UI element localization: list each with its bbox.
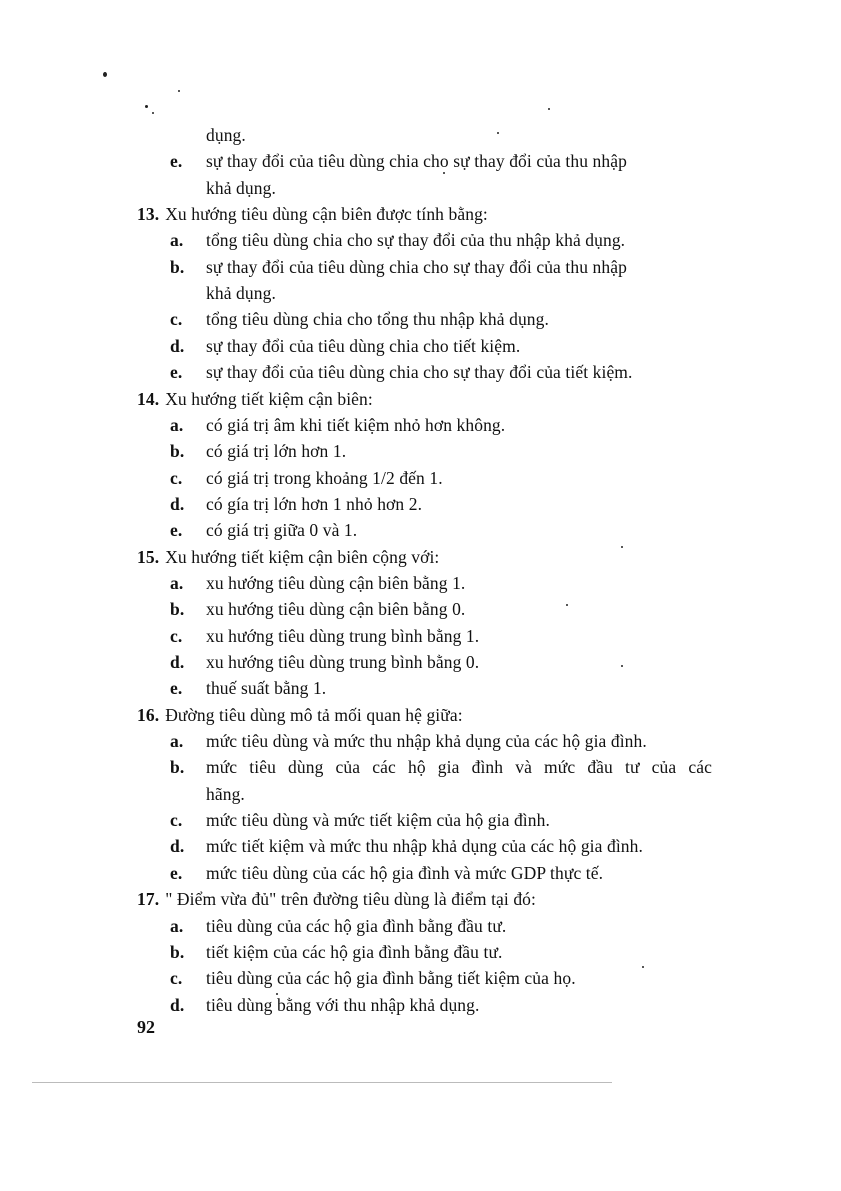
- scan-speck: [276, 993, 278, 995]
- option-text: xu hướng tiêu dùng cận biên bằng 1.: [206, 572, 466, 593]
- option-text: mức tiêu dùng và mức tiết kiệm của hộ gia đình.: [206, 810, 550, 831]
- question-line: [137, 546, 439, 568]
- answer-option: [170, 361, 633, 383]
- option-text: sự thay đổi của tiêu dùng chia cho sự thay đổi của tiết kiệm.: [206, 362, 633, 383]
- scan-speck: [621, 665, 623, 667]
- scan-speck: [103, 72, 107, 77]
- answer-option: [170, 941, 503, 963]
- option-letter: e.: [170, 862, 183, 883]
- question-text: Xu hướng tiêu dùng cận biên được tính bằng:: [165, 204, 488, 225]
- option-letter: d.: [170, 994, 185, 1015]
- answer-option: [170, 467, 443, 489]
- continuation-line: khả dụng.: [206, 177, 276, 198]
- page-number: 92: [137, 1017, 155, 1037]
- answer-option: [170, 994, 479, 1016]
- question-number: 15.: [137, 546, 160, 567]
- option-text: tổng tiêu dùng chia cho sự thay đổi của thu nhập khả dụng.: [206, 230, 626, 251]
- answer-option: [170, 335, 520, 357]
- option-text: mức tiết kiệm và mức thu nhập khả dụng của các hộ gia đình.: [206, 836, 643, 857]
- option-letter: e.: [170, 151, 183, 172]
- answer-option: [170, 756, 712, 778]
- option-text: xu hướng tiêu dùng cận biên bằng 0.: [206, 599, 466, 620]
- continuation-line: khả dụng.: [206, 283, 276, 304]
- continuation-line: hãng.: [206, 783, 245, 804]
- answer-option: [170, 625, 479, 647]
- answer-option: [170, 835, 643, 857]
- option-text: tiêu dùng của các hộ gia đình bằng đầu tư.: [206, 915, 507, 936]
- answer-option: [170, 862, 603, 884]
- option-letter: c.: [170, 625, 183, 646]
- question-line: [137, 388, 373, 410]
- option-text: sự thay đổi của tiêu dùng chia cho sự thay đổi của thu nhập: [206, 256, 627, 277]
- answer-option: [170, 493, 422, 515]
- option-text: mức tiêu dùng của các hộ gia đình và mức đầu tư của các: [206, 757, 712, 778]
- option-letter: b.: [170, 441, 185, 462]
- option-letter: b.: [170, 599, 185, 620]
- option-text: xu hướng tiêu dùng trung bình bằng 1.: [206, 625, 480, 646]
- option-text: tổng tiêu dùng chia cho tổng thu nhập khả dụng.: [206, 309, 549, 330]
- option-letter: b.: [170, 757, 185, 778]
- question-number: 16.: [137, 704, 160, 725]
- question-number: 14.: [137, 388, 160, 409]
- option-text: tiết kiệm của các hộ gia đình bằng đầu tư.: [206, 941, 503, 962]
- scan-speck: [152, 112, 154, 114]
- option-letter: a.: [170, 414, 184, 435]
- scan-speck: [443, 172, 445, 174]
- question-text: Đường tiêu dùng mô tả mối quan hệ giữa:: [165, 704, 463, 725]
- option-letter: b.: [170, 941, 185, 962]
- option-letter: c.: [170, 810, 183, 831]
- option-text: tiêu dùng của các hộ gia đình bằng tiết kiệm của họ.: [206, 968, 576, 989]
- question-text: Xu hướng tiết kiệm cận biên:: [165, 388, 373, 409]
- continuation-line: dụng.: [206, 125, 246, 145]
- question-text: Xu hướng tiết kiệm cận biên cộng với:: [165, 546, 440, 567]
- scan-speck: [566, 604, 568, 606]
- option-text: có giá trị âm khi tiết kiệm nhỏ hơn không.: [206, 414, 506, 435]
- option-text: mức tiêu dùng và mức thu nhập khả dụng của các hộ gia đình.: [206, 731, 647, 752]
- answer-option: [170, 809, 550, 831]
- answer-option: [170, 308, 549, 330]
- option-letter: d.: [170, 652, 185, 672]
- option-letter: c.: [170, 309, 183, 330]
- scan-speck: [548, 108, 550, 110]
- option-letter: e.: [170, 362, 183, 383]
- option-letter: a.: [170, 731, 184, 752]
- scan-speck: [145, 105, 148, 108]
- page-bottom-rule: [32, 1082, 612, 1083]
- option-letter: b.: [170, 256, 185, 277]
- answer-option: [170, 598, 465, 620]
- option-text: có giá trị lớn hơn 1.: [206, 441, 347, 462]
- question-line: [137, 888, 536, 910]
- answer-option: [170, 519, 357, 541]
- option-letter: c.: [170, 467, 183, 488]
- question-line: [137, 203, 488, 225]
- scan-speck: [178, 90, 180, 92]
- answer-option: [170, 677, 326, 699]
- option-letter: d.: [170, 335, 185, 356]
- question-number: 13.: [137, 204, 160, 225]
- option-letter: d.: [170, 836, 185, 857]
- question-text: " Điểm vừa đủ" trên đường tiêu dùng là điểm tại đó:: [165, 889, 536, 910]
- option-letter: e.: [170, 520, 183, 541]
- option-text: thuế suất bằng 1.: [206, 678, 327, 699]
- option-text: có giá trị trong khoảng 1/2 đến 1.: [206, 467, 443, 488]
- option-text: tiêu dùng bằng với thu nhập khả dụng.: [206, 994, 480, 1015]
- option-letter: a.: [170, 915, 184, 936]
- option-letter: a.: [170, 572, 184, 593]
- answer-option: [170, 967, 576, 989]
- answer-option: [170, 651, 479, 673]
- answer-option: [170, 256, 627, 278]
- option-letter: d.: [170, 493, 185, 514]
- answer-option: [170, 229, 625, 251]
- option-text: có giá trị giữa 0 và 1.: [206, 520, 358, 541]
- option-text: sự thay đổi của tiêu dùng chia cho sự thay đổi của thu nhập: [206, 151, 627, 172]
- answer-option: [170, 414, 505, 436]
- scan-speck: [621, 546, 623, 548]
- answer-option: [170, 440, 346, 462]
- answer-option: [170, 572, 465, 594]
- question-number: 17.: [137, 889, 160, 910]
- answer-option: [170, 730, 647, 752]
- option-text: sự thay đổi của tiêu dùng chia cho tiết kiệm.: [206, 335, 521, 356]
- answer-option: [170, 915, 506, 937]
- question-line: [137, 704, 463, 726]
- option-letter: a.: [170, 230, 184, 251]
- option-text: xu hướng tiêu dùng trung bình bằng 0.: [206, 652, 480, 672]
- answer-option: [170, 150, 627, 172]
- option-letter: e.: [170, 678, 183, 699]
- scan-speck: [642, 966, 644, 968]
- scan-speck: [497, 132, 499, 134]
- option-letter: c.: [170, 968, 183, 989]
- option-text: mức tiêu dùng của các hộ gia đình và mức GDP thực tế.: [206, 862, 604, 883]
- option-text: có gía trị lớn hơn 1 nhỏ hơn 2.: [206, 493, 423, 514]
